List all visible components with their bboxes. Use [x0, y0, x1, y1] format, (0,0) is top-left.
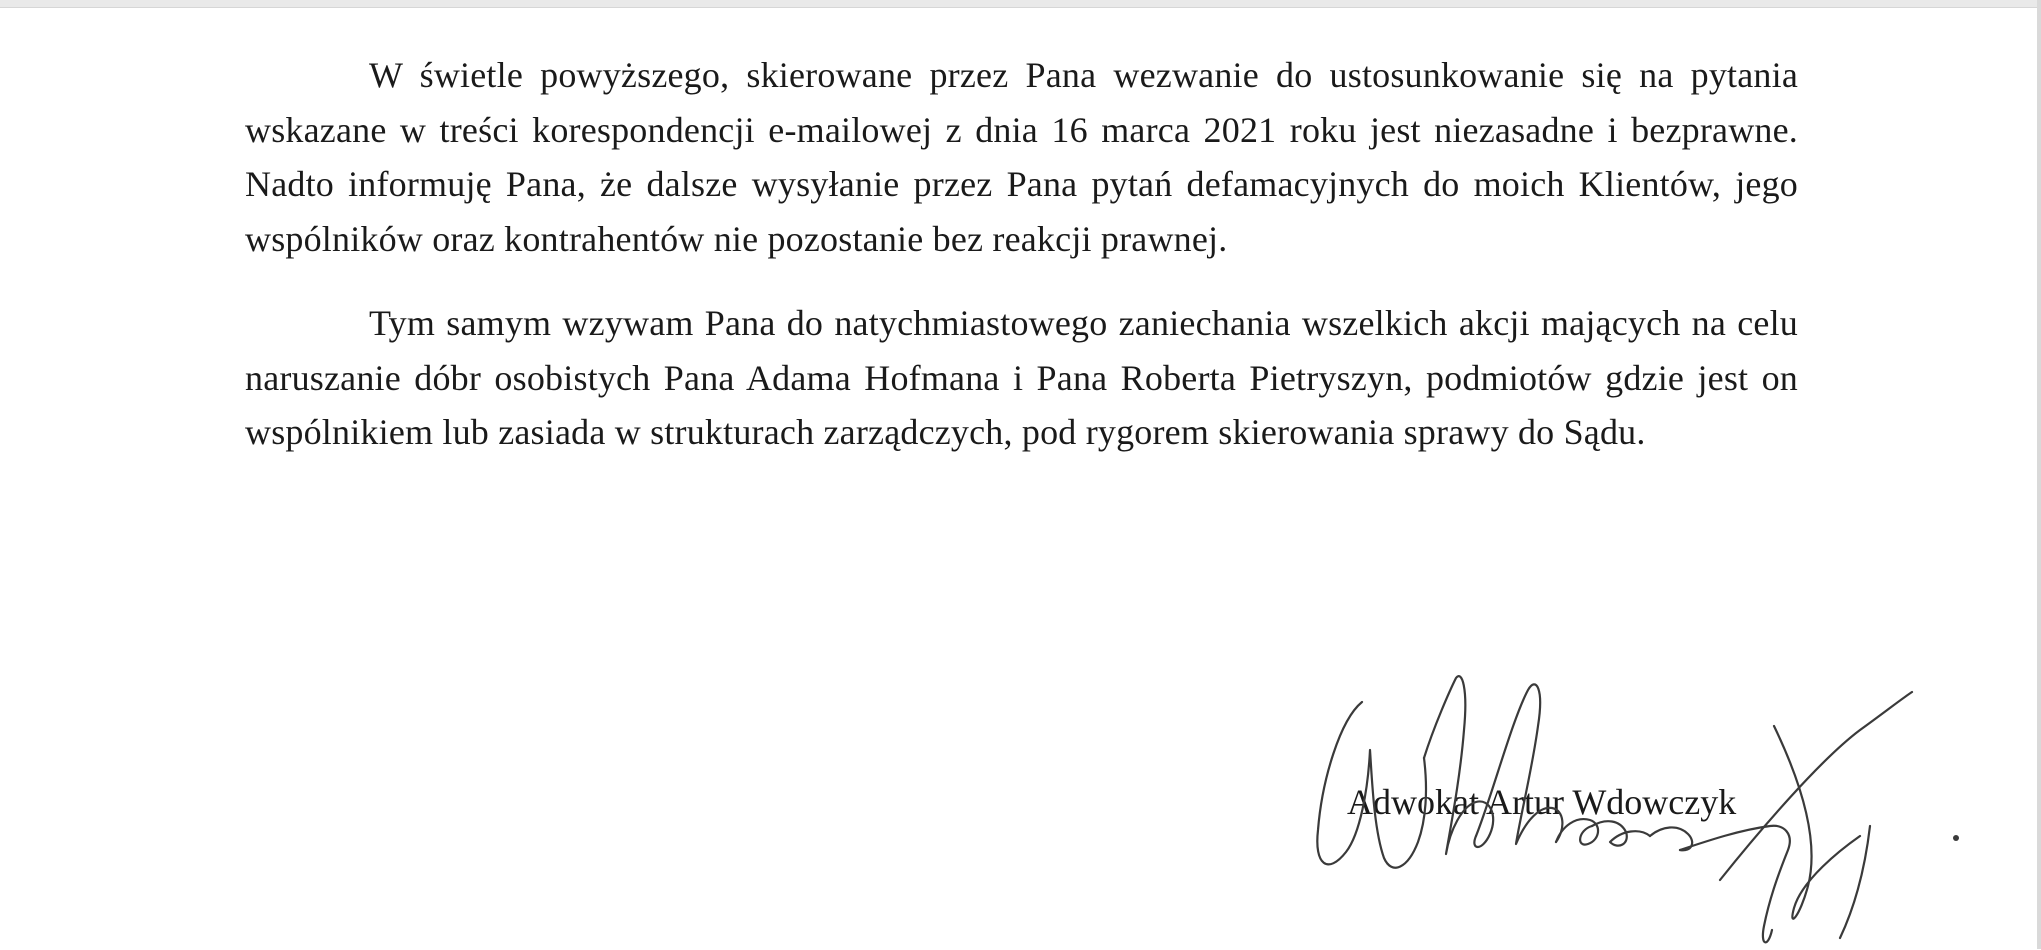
handwritten-signature: [1300, 630, 2000, 950]
signature-block: [1300, 630, 2000, 950]
paragraph-2: Tym samym wzywam Pana do natychmiastowego zaniechania wszelkich akcji mających na celu naruszanie dóbr osobistych Pana Adama Hofmana i Pana Roberta Pietryszyn, podmiotów gdzie jest on wspólnikiem lub zasiada w strukturach zarządczych, pod rygorem skierowania sprawy do Sądu.: [245, 303, 1798, 452]
signature-dot: [1953, 835, 1959, 841]
page-edge-right: [2037, 0, 2041, 949]
letter-body: [245, 48, 1798, 460]
signatory-name: Adwokat Artur Wdowczyk: [1347, 782, 1737, 822]
paragraph-1: W świetle powyższego, skierowane przez Pana wezwanie do ustosunkowanie się na pytania wskazane w treści korespondencji e-mailowej z dnia 16 marca 2021 roku jest niezasadne i bezprawne. Nadto informuję Pana, że dalsze wysyłanie przez Pana pytań defamacyjnych do moich Klientów, jego wspólników oraz kontrahentów nie pozostanie bez reakcji prawnej.: [245, 55, 1798, 259]
top-border: [0, 0, 2041, 8]
